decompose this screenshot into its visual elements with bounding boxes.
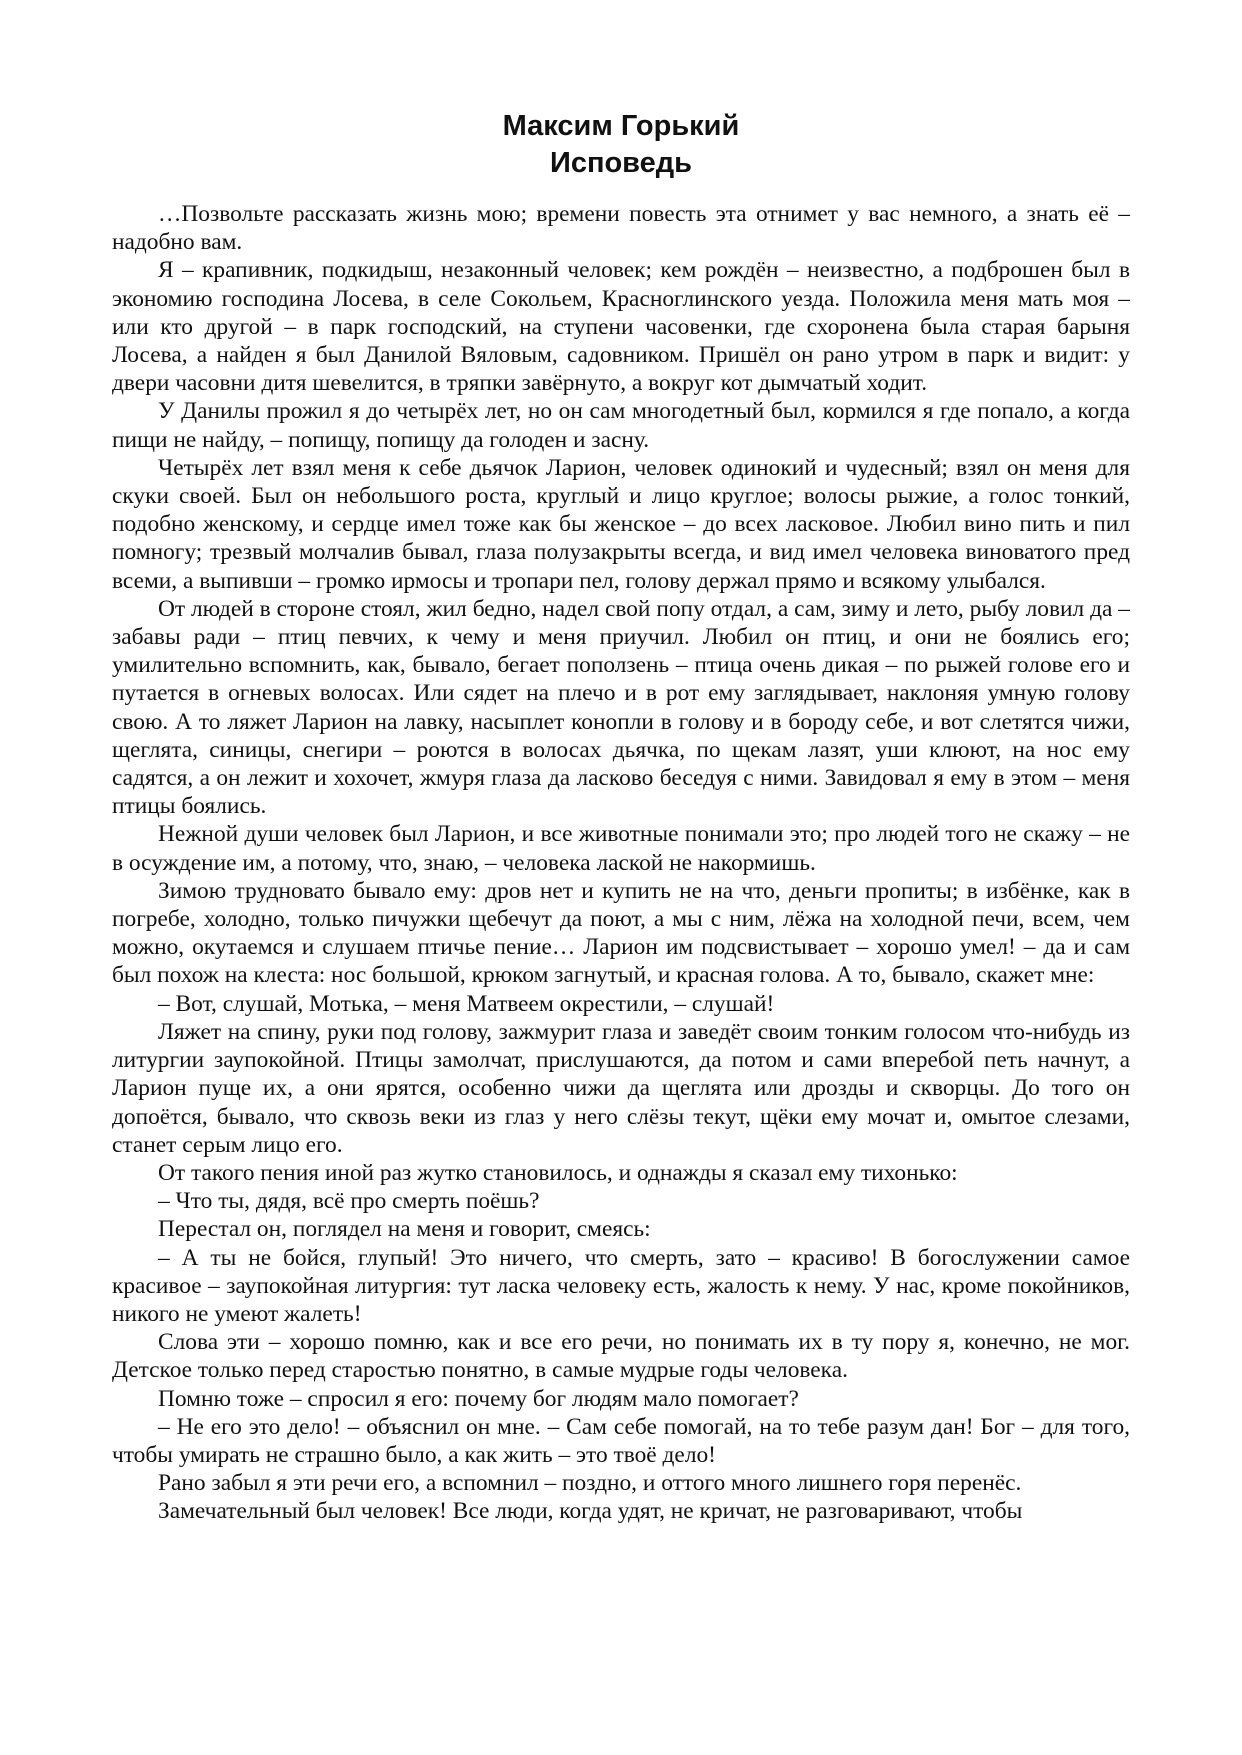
paragraph: От людей в стороне стоял, жил бедно, надел свой попу отдал, а сам, зиму и лето, рыбу ловил да – забавы ради – птиц певчих, к чему и меня приучил. Любил он птиц, и они не боялись его; умилительно вспомнить, как, бывало, бегает поползень – птица очень дикая – по рыжей голове его и путается в огневых волосах. Или сядет на плечо и в рот ему заглядывает, наклоняя умную голову свою. А то ляжет Ларион на лавку, насыплет конопли в голову и в бороду себе, и вот слетятся чижи, щеглята, синицы, снегири – роются в волосах дьячка, по щекам лазят, уши клюют, на нос ему садятся, а он лежит и хохочет, жмуря глаза да ласково беседуя с ними. Завидовал я ему в этом – меня птицы боялись. xyxy=(112,595,1130,820)
paragraph: У Данилы прожил я до четырёх лет, но он сам многодетный был, кормился я где попало, а когда пищи не найду, – попищу, попищу да голоден и засну. xyxy=(112,398,1130,453)
paragraph: – А ты не бойся, глупый! Это ничего, что смерть, зато – красиво! В богослужении самое красивое – заупокойная литургия: тут ласка человеку есть, жалость к нему. У нас, кроме покойников, никого не умеют жалеть! xyxy=(112,1244,1130,1327)
paragraph: Нежной души человек был Ларион, и все животные понимали это; про людей того не скажу – не в осуждение им, а потому, что, знаю, – человека лаской не накормишь. xyxy=(112,821,1130,876)
document-header xyxy=(112,108,1130,182)
paragraph: …Позвольте рассказать жизнь мою; времени повесть эта отнимет у вас немного, а знать её – надобно вам. xyxy=(112,201,1130,256)
body-text xyxy=(112,200,1130,1526)
paragraph: – Что ты, дядя, всё про смерть поёшь? xyxy=(158,1188,540,1215)
paragraph: Ляжет на спину, руки под голову, зажмурит глаза и заведёт своим тонким голосом что-нибудь из литургии заупокойной. Птицы замолчат, прислушаются, да потом и сами вперебой петь начнут, а Ларион пуще их, а они ярятся, особенно чижи да щеглята или дрозды и скворцы. До того он допоётся, бывало, что сквозь веки из глаз у него слёзы текут, щёки ему мочат и, омытое слезами, станет серым лицо его. xyxy=(112,1018,1130,1158)
paragraph: Слова эти – хорошо помню, как и все его речи, но понимать их в ту пору я, конечно, не мог. Детское только перед старостью понятно, в самые мудрые годы человека. xyxy=(112,1329,1130,1384)
document-title: Исповедь xyxy=(549,147,692,179)
paragraph: Помню тоже – спросил я его: почему бог людям мало помогает? xyxy=(158,1385,799,1412)
paragraph: Перестал он, поглядел на меня и говорит, смеясь: xyxy=(158,1216,651,1243)
paragraph: – Вот, слушай, Мотька, – меня Матвеем окрестили, – слушай! xyxy=(158,990,775,1017)
paragraph: Четырёх лет взял меня к себе дьячок Ларион, человек одинокий и чудесный; взял он меня для скуки своей. Был он небольшого роста, круглый и лицо круглое; волосы рыжие, а голос тонкий, подобно женскому, и сердце имел тоже как бы женское – до всех ласковое. Любил вино пить и пил помногу; трезвый молчалив бывал, глаза полузакрыты всегда, и вид имел человека виноватого пред всеми, а выпивши – громко ирмосы и тропари пел, голову держал прямо и всякому улыбался. xyxy=(112,454,1130,594)
paragraph: Зимою трудновато бывало ему: дров нет и купить не на что, деньги пропиты; в избёнке, как в погребе, холодно, только пичужки щебечут да поют, а мы с ним, лёжа на холодной печи, всем, чем можно, окутаемся и слушаем птичье пение… Ларион им подсвистывает – хорошо умел! – да и сам был похож на клеста: нос большой, крюком загнутый, и красная голова. А то, бывало, скажет мне: xyxy=(112,877,1130,989)
paragraph: От такого пения иной раз жутко становилось, и однажды я сказал ему тихонько: xyxy=(158,1159,958,1186)
paragraph: – Не его это дело! – объяснил он мне. – Сам себе помогай, на то тебе разум дан! Бог – для того, чтобы умирать не страшно было, а как жить – это твоё дело! xyxy=(112,1413,1130,1468)
paragraph: Замечательный был человек! Все люди, когда удят, не кричат, не разговаривают, чтобы xyxy=(158,1498,1023,1525)
paragraph: Рано забыл я эти речи его, а вспомнил – поздно, и оттого много лишнего горя перенёс. xyxy=(158,1470,1022,1497)
author-name: Максим Горький xyxy=(502,110,740,142)
paragraph: Я – крапивник, подкидыш, незаконный человек; кем рождён – неизвестно, а подброшен был в экономию господина Лосева, в селе Сокольем, Красноглинского уезда. Положила меня мать моя – или кто другой – в парк господский, на ступени часовенки, где схоронена была старая барыня Лосева, а найден я был Данилой Вяловым, садовником. Пришёл он рано утром в парк и видит: у двери часовни дитя шевелится, в тряпки завёрнуто, а вокруг кот дымчатый ходит. xyxy=(112,257,1130,397)
